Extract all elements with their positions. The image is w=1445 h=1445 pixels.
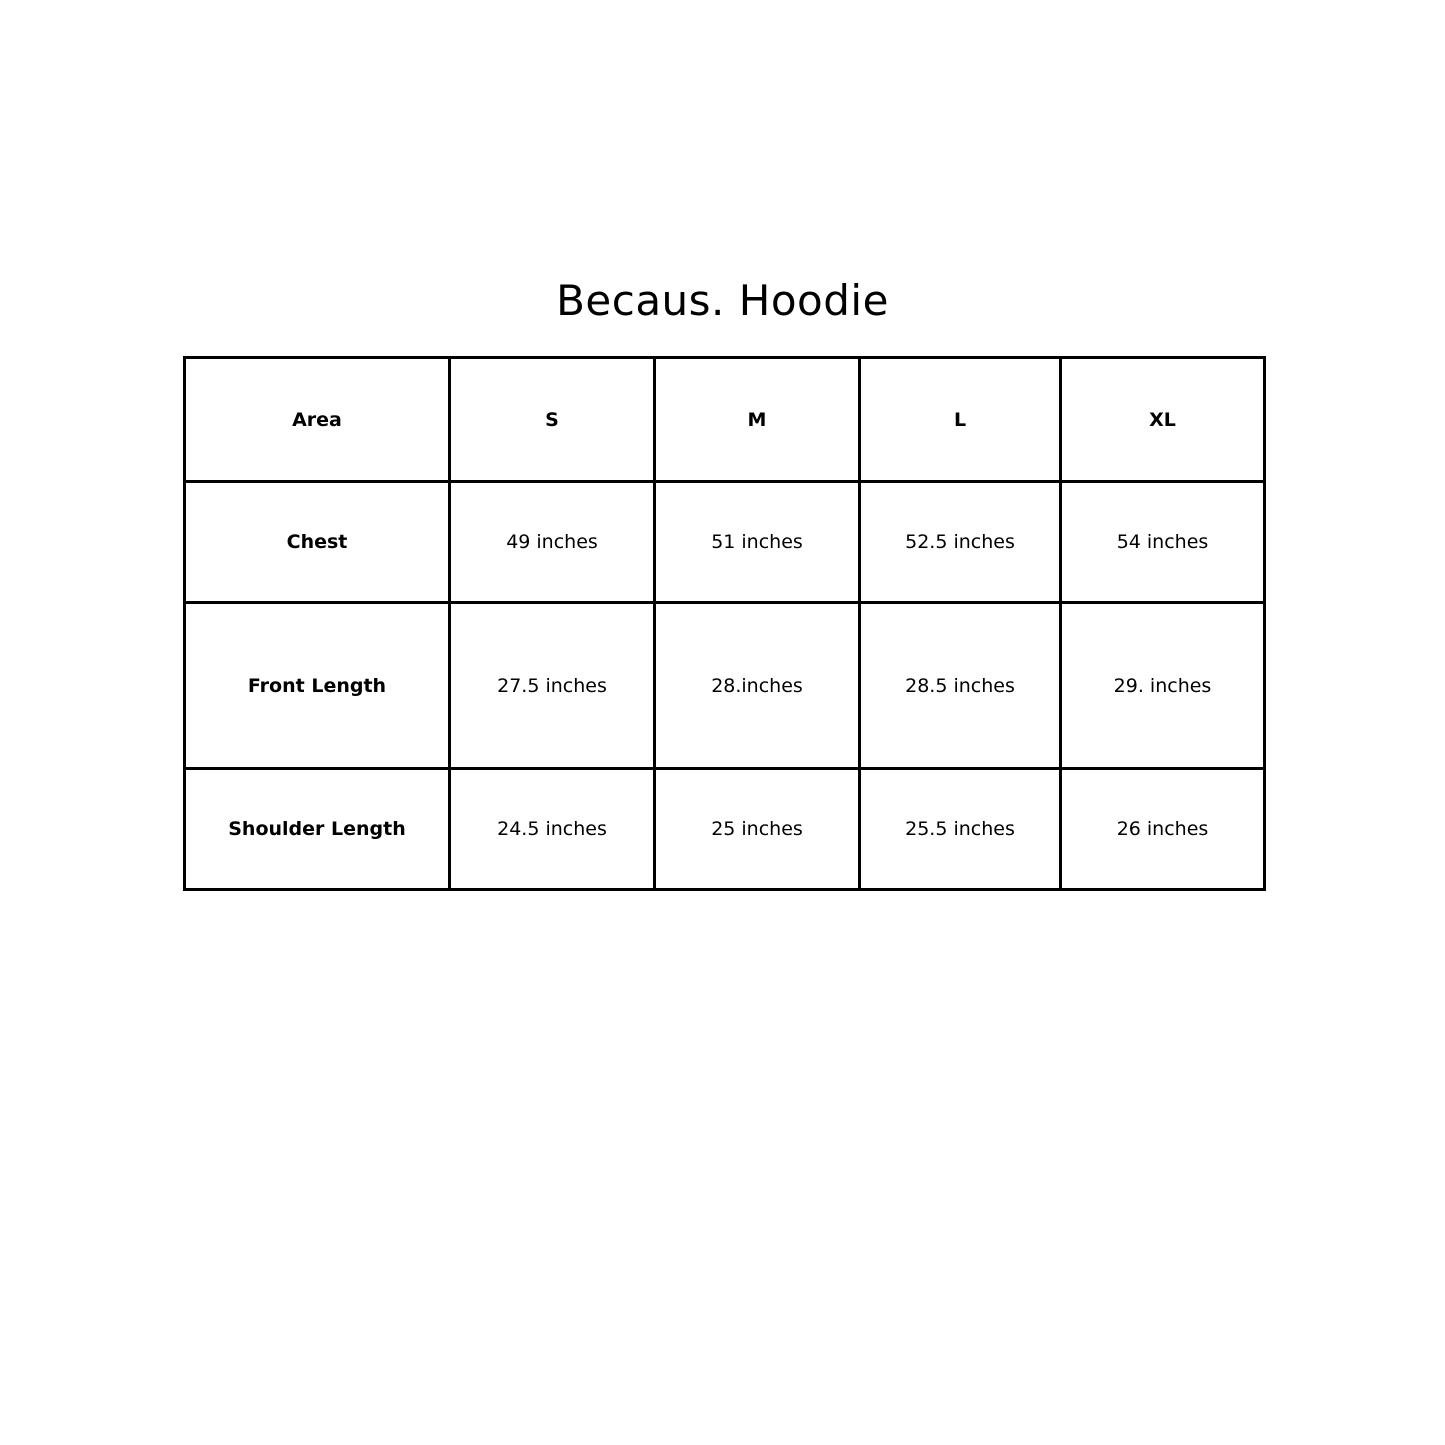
table-cell: 51 inches xyxy=(655,482,860,603)
table-cell: 28.5 inches xyxy=(860,603,1061,769)
row-label-shoulder-length: Shoulder Length xyxy=(185,769,450,890)
table-cell: 24.5 inches xyxy=(450,769,655,890)
table-row-shoulder-length xyxy=(185,769,1265,890)
header-size-m: M xyxy=(655,358,860,482)
table-cell: 25.5 inches xyxy=(860,769,1061,890)
table-cell: 26 inches xyxy=(1061,769,1265,890)
header-size-s: S xyxy=(450,358,655,482)
table-cell: 25 inches xyxy=(655,769,860,890)
table-cell: 52.5 inches xyxy=(860,482,1061,603)
header-size-l: L xyxy=(860,358,1061,482)
table-header-row xyxy=(185,358,1265,482)
size-chart-table xyxy=(183,356,1266,891)
table-row-front-length xyxy=(185,603,1265,769)
row-label-chest: Chest xyxy=(185,482,450,603)
table-cell: 49 inches xyxy=(450,482,655,603)
table-cell: 28.inches xyxy=(655,603,860,769)
table-cell: 54 inches xyxy=(1061,482,1265,603)
table-cell: 27.5 inches xyxy=(450,603,655,769)
header-size-xl: XL xyxy=(1061,358,1265,482)
header-area: Area xyxy=(185,358,450,482)
page-title: Becaus. Hoodie xyxy=(556,276,889,325)
table-row-chest xyxy=(185,482,1265,603)
row-label-front-length: Front Length xyxy=(185,603,450,769)
table-cell: 29. inches xyxy=(1061,603,1265,769)
